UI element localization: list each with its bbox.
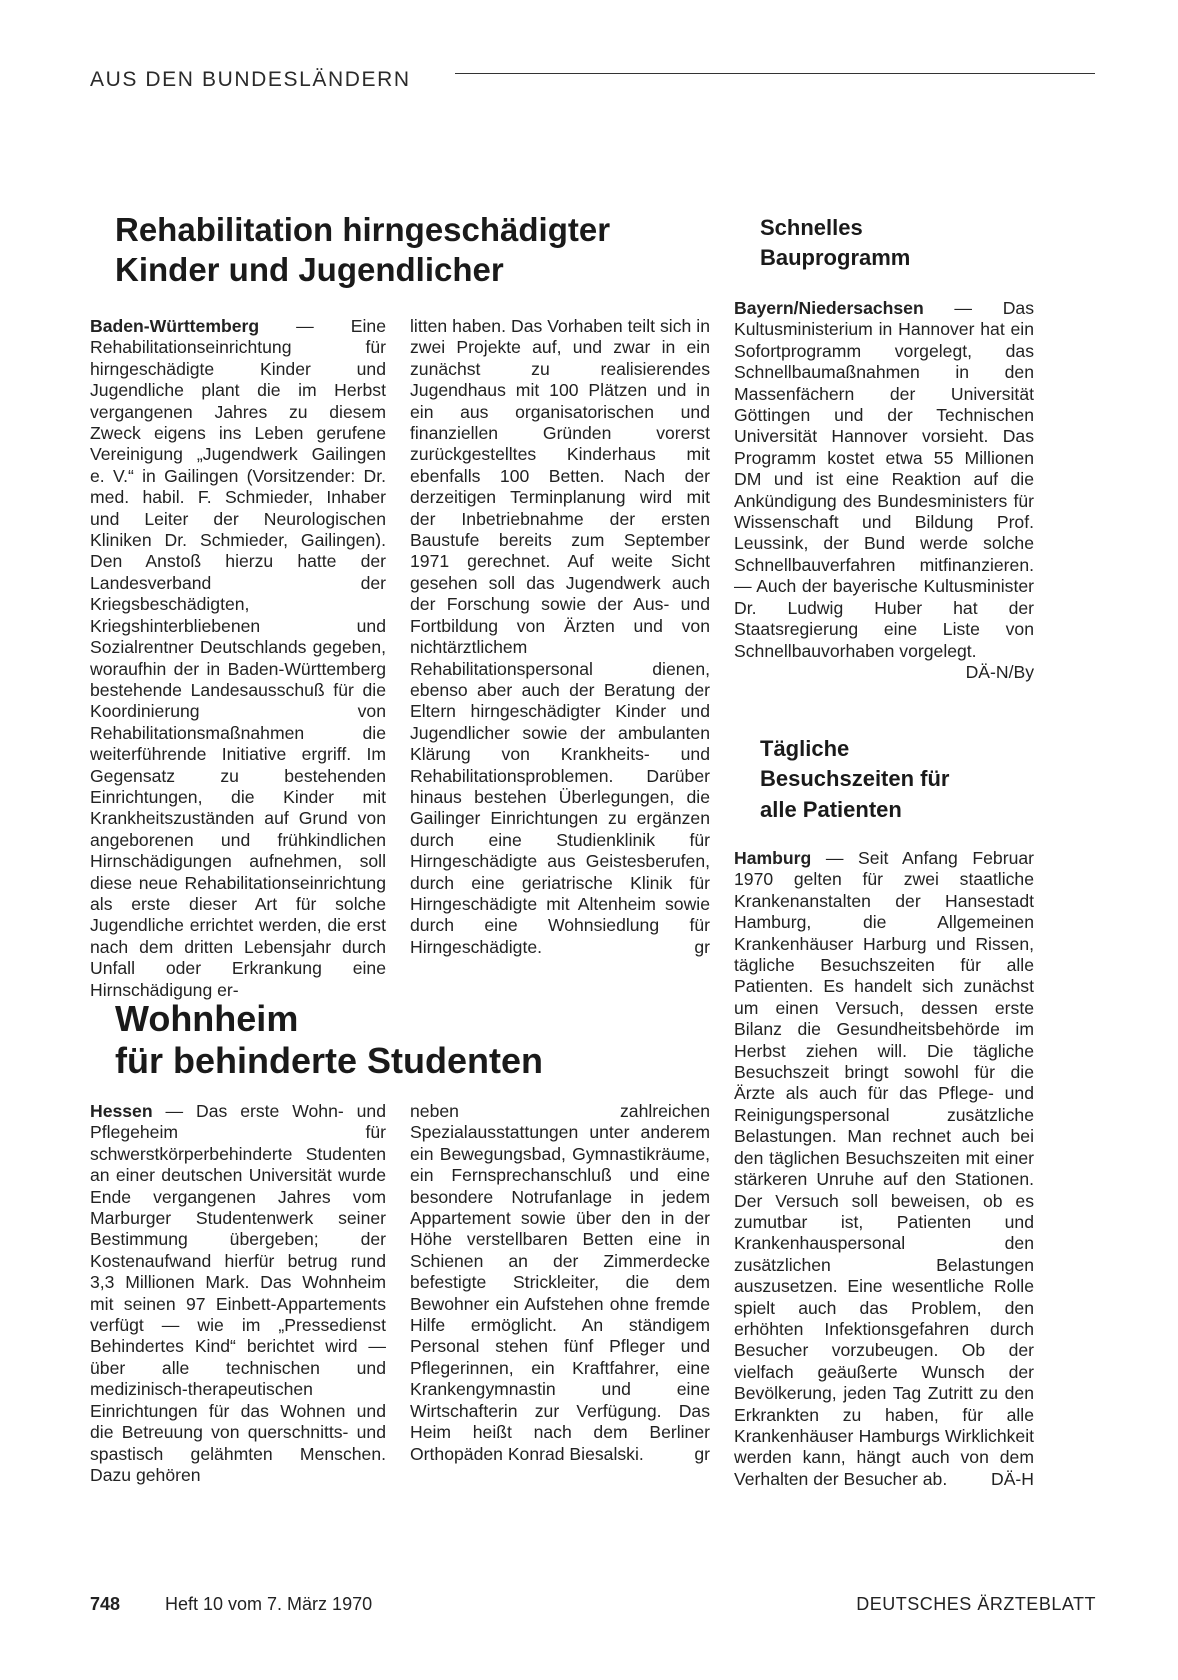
article-body: — Das erste Wohn- und Pflegeheim für schwerstkörperbehinderte Studenten an einer deutschen Universität wurde Ende vergangenen Jahres vom Marburger Studentenwerk seiner Bestimmung übergeben; der Kostenaufwand hierfür betrug rund 3,3 Millionen Mark. Das Wohnheim mit seinen 97 Einbett-Appartements verfügt — wie im „Pressedienst Behindertes Kind“ berichtet wird — über alle technischen und medizinisch-therapeutischen Einrichtungen für das Wohnen und die Betreuung von querschnitts- und spastisch gelähmten Menschen. Dazu gehören [90,1101,386,1485]
author-signature: gr [694,1443,710,1464]
title-line: Besuchszeiten für [760,766,950,792]
header-rule [455,73,1095,74]
title-line: Bauprogramm [760,245,911,271]
author-signature: gr [694,936,710,957]
article-rehab-col2 [410,316,710,958]
section-header: AUS DEN BUNDESLÄNDERN [90,68,411,91]
article-bauprogramm-body [734,298,1034,683]
article-besuchszeiten-title [760,734,950,825]
article-body: — Das Kultusministerium in Hannover hat ein Sofortprogramm vorgelegt, das Schnellbaumaßnahmen in den Massenfächern der Universität Göttingen und der Technischen Universität Hannover vorsieht. Das Programm kostet etwa 55 Millionen DM und ist eine Reaktion auf die Ankündigung des Bundesministers für Wissenschaft und Bildung Prof. Leussink, der Bund werde solche Schnellbauverfahren mitfinanzieren. — Auch der bayerische Kultusminister Dr. Ludwig Huber hat der Staatsregierung eine Liste von Schnellbauvorhaben vorgelegt. [734,298,1034,661]
title-line: Rehabilitation hirngeschädigter [115,211,611,248]
article-body: — Eine Rehabilitationseinrichtung für hirngeschädigte Kinder und Jugendliche plant die im Herbst vergangenen Jahres zu diesem Zweck eigens ins Leben gerufene Vereinigung „Jugendwerk Gailingen e. V.“ in Gailingen (Vorsitzender: Dr. med. habil. F. Schmieder, Inhaber und Leiter der Neurologischen Kliniken Dr. Schmieder, Gailingen). Den Anstoß hierzu hatte der Landesverband der Kriegsbeschädigten, Kriegshinterbliebenen und Sozialrentner Deutschlands gegeben, woraufhin der in Baden-Württemberg bestehende Landesausschuß für die Koordinierung von Rehabilitationsmaßnahmen die weiterführende Initiative ergriff. Im Gegensatz zu bestehenden Einrichtungen, die Kinder mit Krankheitszuständen auf Grund von angeborenen und frühkindlichen Hirnschädigungen aufnehmen, soll diese neue Rehabilitationseinrichtung als erste dieser Art für solche Jugendliche errichtet werden, die erst nach dem dritten Lebensjahr durch Unfall oder Erkrankung eine Hirnschädigung er- [90,316,386,1000]
title-line: alle Patienten [760,796,902,822]
page-number: 748 [90,1594,121,1614]
article-rehab-title [115,210,610,289]
article-body: — Seit Anfang Februar 1970 gelten für zwei staatliche Krankenanstalten der Hansestadt Hamburg, die Allgemeinen Krankenhäuser Harburg und Rissen, tägliche Besuchszeiten für alle Patienten. Es handelt sich zunächst um einen Versuch, dessen erste Bilanz die Gesundheitsbehörde im Herbst ziehen will. Die tägliche Besuchszeit bringt sowohl für die Ärzte als auch für das Pflege- und Reinigungspersonal zusätzliche Belastungen. Man rechnet auch bei den täglichen Besuchszeiten mit einer stärkeren Unruhe auf den Stationen. Der Versuch soll beweisen, ob es zumutbar ist, Patienten und Krankenhauspersonal den zusätzlichen Belastungen auszusetzen. Eine wesentliche Rolle spielt auch das Problem, den erhöhten Infektionsgefahren durch Besucher vorzubeugen. Ob der vielfach geäußerte Wunsch der Bevölkerung, jeden Tag Zutritt zu den Erkrankten zu haben, für alle Krankenhäuser Hamburgs Wirklichkeit werden kann, hängt auch von dem Verhalten der Besucher ab. [734,848,1034,1489]
title-line: Kinder und Jugendlicher [115,250,504,288]
title-line: für behinderte Studenten [115,1040,544,1082]
author-signature: DÄ-H [990,1468,1034,1489]
article-rehab-col1 [90,316,386,1001]
title-line: Wohnheim [115,998,299,1039]
article-besuchszeiten-body [734,848,1034,1490]
journal-name: DEUTSCHES ÄRZTEBLATT [856,1594,1096,1614]
issue-info: Heft 10 vom 7. März 1970 [165,1594,373,1614]
title-line: Schnelles [760,215,863,240]
article-wohnheim-col1 [90,1101,386,1486]
article-wohnheim-col2 [410,1101,710,1465]
article-bauprogramm-title [760,213,910,274]
article-body: litten haben. Das Vorhaben teilt sich in zwei Projekte auf, und zwar in ein zunächst zu realisierendes Jugendhaus mit 100 Plätzen und in ein aus organisatorischen und finanziellen Gründen vorerst zurückgestelltes Kinderhaus mit ebenfalls 100 Betten. Nach der derzeitigen Terminplanung wird mit der Inbetriebnahme der ersten Baustufe bereits zum September 1971 gerechnet. Auf weite Sicht gesehen soll das Jugendwerk auch der Forschung sowie der Aus- und Fortbildung von Ärzten und von nichtärztlichem Rehabilitationspersonal dienen, ebenso aber auch der Beratung der Eltern hirngeschädigter Kinder und Jugendlicher sowie der ambulanten Klärung von Krankheits- und Rehabilitationsproblemen. Darüber hinaus bestehen Überlegungen, die Gailinger Einrichtungen zu ergänzen durch eine Studienklinik für Hirngeschädigte aus Geistesberufen, durch eine geriatrische Klinik für Hirngeschädigte mit Altenheim sowie durch eine Wohnsiedlung für Hirngeschädigte. [410,316,710,957]
dateline-place: Bayern/Niedersachsen [734,298,924,318]
dateline-place: Baden-Württemberg [90,316,260,336]
author-signature: DÄ-N/By [965,661,1034,682]
article-wohnheim-title [115,998,543,1083]
article-body: neben zahlreichen Spezialausstattungen unter anderem ein Bewegungsbad, Gymnastikräume, ein Fernsprechanschluß und eine besondere Notrufanlage in jedem Appartement sowie über den in der Höhe verstellbaren Betten eine in Schienen an der Zimmerdecke befestigte Strickleiter, die dem Bewohner ein Aufstehen ohne fremde Hilfe ermöglicht. An ständigem Personal stehen fünf Pfleger und Pflegerinnen, ein Kraftfahrer, eine Krankengymnastin und eine Wirtschafterin zur Verfügung. Das Heim heißt nach dem Berliner Orthopäden Konrad Biesalski. [410,1101,710,1464]
title-line: Tägliche [760,736,850,761]
dateline-place: Hessen [90,1101,153,1121]
dateline-place: Hamburg [734,848,812,868]
